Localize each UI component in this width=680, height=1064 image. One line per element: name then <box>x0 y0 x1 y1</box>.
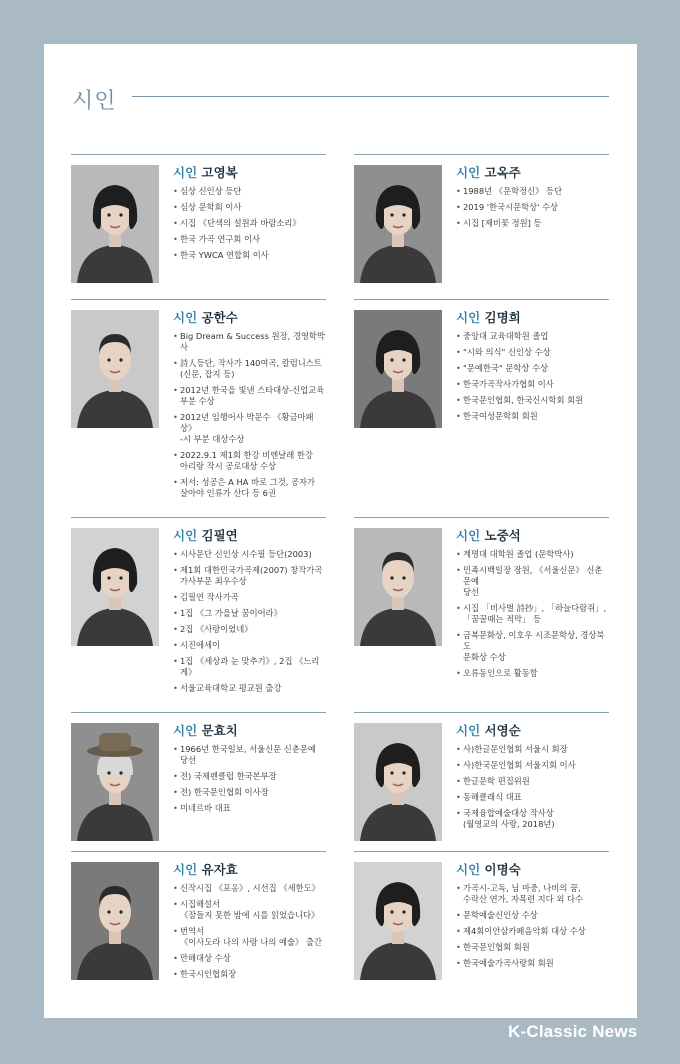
bio-item: • 심상 신인상 등단 <box>173 186 326 197</box>
bio-item: • 전) 국제펜클럽 한국본부장 <box>173 771 326 782</box>
bio-item: • 번역서 《이사도라 나의 사랑 나의 예술》 출간 <box>173 926 326 948</box>
bio-item: • 제1회 대한민국가곡제(2007) 창작가곡 가사부문 최우수상 <box>173 565 326 587</box>
poet-photo <box>354 862 442 980</box>
bio-item: • 한국가곡작사가협회 이사 <box>456 379 609 390</box>
poet-name <box>173 860 326 878</box>
poet-name <box>173 721 326 739</box>
poet-name-text: 고영복 <box>201 165 238 180</box>
portrait-woman-icon <box>354 723 442 841</box>
poet-card <box>71 154 326 260</box>
bio-item: • 문학예술신인상 수상 <box>456 910 609 921</box>
poet-photo <box>71 528 159 646</box>
poet-name-text: 서영순 <box>484 723 521 738</box>
bio-item: • 한국문인협회, 한국신시학회 회원 <box>456 395 609 406</box>
poet-title-prefix: 시인 <box>173 310 198 325</box>
poet-photo <box>354 528 442 646</box>
bio-item: • 1988년 《문학정신》 등단 <box>456 186 609 197</box>
bio-item: • 1집 《그 가을날 꿈이어라》 <box>173 608 326 619</box>
poet-bio-list <box>173 883 326 980</box>
poet-bio-list <box>173 331 326 499</box>
poet-bio-list <box>173 549 326 694</box>
poet-info <box>456 163 609 234</box>
poet-name <box>173 308 326 326</box>
portrait-woman-icon <box>71 165 159 283</box>
poet-title-prefix: 시인 <box>173 723 198 738</box>
portrait-man-icon <box>354 528 442 646</box>
section-divider <box>132 96 609 97</box>
bio-item: • 제4회이안삼카페음악회 대상 수상 <box>456 926 609 937</box>
poet-title-prefix: 시인 <box>173 862 198 877</box>
bio-item: • "시와 의식" 신인상 수상 <box>456 347 609 358</box>
bio-item: • 2019 '한국시문학상' 수상 <box>456 202 609 213</box>
poet-name-text: 문효치 <box>201 723 238 738</box>
bio-item: • 동해클래식 대표 <box>456 792 609 803</box>
poet-name <box>456 526 609 544</box>
bio-item: • 2집 《사랑이었네》 <box>173 624 326 635</box>
poet-name-text: 김필연 <box>201 528 238 543</box>
poet-info <box>173 721 326 819</box>
poet-name <box>456 308 609 326</box>
poet-name <box>173 526 326 544</box>
poet-name-text: 공한수 <box>201 310 238 325</box>
watermark-logo: K-Classic News <box>508 1022 638 1041</box>
poet-card <box>354 299 609 421</box>
bio-item: • 한국 YWCA 연합회 이사 <box>173 250 326 261</box>
poet-profile-sheet <box>44 44 637 1018</box>
poet-bio-list <box>456 331 609 422</box>
poet-bio-list <box>173 186 326 261</box>
bio-item: • 한국예술가곡사랑회 회원 <box>456 958 609 969</box>
poet-name <box>456 163 609 181</box>
bio-item: • 시진에세이 <box>173 640 326 651</box>
bio-item: • 신작시집 《포옹》, 시선집 《세한도》 <box>173 883 326 894</box>
poet-title-prefix: 시인 <box>173 528 198 543</box>
bio-item: • 시집 「비사벌 詩抄」, 「하늘다람쥐」, 「꿈꿀때는 적막」 등 <box>456 603 609 625</box>
poet-card <box>71 712 326 813</box>
poet-bio-list <box>456 883 609 969</box>
poet-name-text: 노중석 <box>484 528 521 543</box>
poet-card <box>354 517 609 678</box>
poet-card <box>71 299 326 498</box>
bio-item: • 2022.9.1 제1회 한강 비엔날레 한강 아리랑 작시 공로대상 수상 <box>173 450 326 472</box>
bio-item: • 계명대 대학원 졸업 (문학박사) <box>456 549 609 560</box>
poet-title-prefix: 시인 <box>173 165 198 180</box>
bio-item: • 1집 《세상과 눈 맞추기》, 2집 《느리게》 <box>173 656 326 678</box>
poet-name-text: 이명숙 <box>484 862 521 877</box>
portrait-woman-icon <box>354 862 442 980</box>
portrait-man-hat-icon <box>71 723 159 841</box>
section-title: 시인 <box>72 89 117 114</box>
bio-item: • 2012년 한국을 빛낸 스타대상-신업교육 부분 수상 <box>173 385 326 407</box>
bio-item: • 중앙대 교육대학원 졸업 <box>456 331 609 342</box>
bio-item: • 가곡시-고독, 님 마중, 나비의 꿈, 수락산 연가, 자목련 지다 외 다수 <box>456 883 609 905</box>
bio-item: • 심상 문학회 이사 <box>173 202 326 213</box>
poet-photo <box>71 165 159 283</box>
bio-item: • 국제융합예술대상 작사상 (월영교의 사랑, 2018년) <box>456 808 609 830</box>
bio-item: • 서울교육대학교 평교원 출강 <box>173 683 326 694</box>
bio-item: • 시집 [제비꽃 정원] 등 <box>456 218 609 229</box>
poet-name-text: 유자효 <box>201 862 238 877</box>
poet-info <box>456 860 609 974</box>
poet-bio-list <box>456 549 609 679</box>
poet-photo <box>354 723 442 841</box>
poet-title-prefix: 시인 <box>456 862 481 877</box>
poet-card <box>71 851 326 979</box>
bio-item: • 한국 가곡 연구회 이사 <box>173 234 326 245</box>
bio-item: • 만해대상 수상 <box>173 953 326 964</box>
portrait-woman-icon <box>354 310 442 428</box>
bio-item: • 사)한글문인협회 서울시 회장 <box>456 744 609 755</box>
bio-item: • 시집해설서 《잠들지 못한 밤에 시를 읽었습니다》 <box>173 899 326 921</box>
bio-item: • 한국문인협회 회원 <box>456 942 609 953</box>
poet-info <box>173 860 326 985</box>
bio-item: • 민족시백일장 장원, 《서울신문》 신춘문예 당선 <box>456 565 609 598</box>
bio-item: • 한국시인협회장 <box>173 969 326 980</box>
bio-item: • 금복문화상, 이호우 시조문학상, 경상북도 문화상 수상 <box>456 630 609 663</box>
portrait-man-icon <box>71 862 159 980</box>
bio-item: • 詩人등단, 작사가 140여곡, 칼럼니스트 (신문, 잡지 등) <box>173 358 326 380</box>
bio-item: • 한글문학 편집위원 <box>456 776 609 787</box>
poet-photo <box>71 310 159 428</box>
bio-item: • 전) 한국문인협회 이사장 <box>173 787 326 798</box>
bio-item: • 사)한국문인협회 서울지회 이사 <box>456 760 609 771</box>
poet-name-text: 고옥주 <box>484 165 521 180</box>
bio-item: • 시집 《단색의 설원과 바람소리》 <box>173 218 326 229</box>
poet-card <box>354 712 609 829</box>
bio-item: • 저서: 성공은 A HA 바로 그것, 공자가 살아야 인류가 산다 등 6권 <box>173 477 326 499</box>
poet-bio-list <box>456 744 609 830</box>
poet-card <box>354 851 609 968</box>
poet-title-prefix: 시인 <box>456 310 481 325</box>
poet-name <box>456 860 609 878</box>
poet-bio-list <box>456 186 609 229</box>
bio-item: • 2012년 임행어사 박문수 《황금마패 상》 -시 부분 대상수상 <box>173 412 326 445</box>
bio-item: • 김필연 작사가곡 <box>173 592 326 603</box>
portrait-man-icon <box>71 310 159 428</box>
poet-card <box>71 517 326 693</box>
bio-item: • "문예한국" 문학상 수상 <box>456 363 609 374</box>
poet-info <box>456 308 609 427</box>
poet-title-prefix: 시인 <box>456 528 481 543</box>
poet-info <box>173 163 326 266</box>
poet-title-prefix: 시인 <box>456 723 481 738</box>
poet-bio-list <box>173 744 326 814</box>
poet-info <box>456 526 609 684</box>
bio-item: • 오류동인으로 활동함 <box>456 668 609 679</box>
poet-photo <box>71 723 159 841</box>
portrait-woman-icon <box>354 165 442 283</box>
bio-item: • Big Dream & Success 원장, 경영학박사 <box>173 331 326 353</box>
poet-info <box>173 308 326 504</box>
poet-name-text: 김명희 <box>484 310 521 325</box>
poet-name <box>456 721 609 739</box>
poet-photo <box>354 310 442 428</box>
poet-name <box>173 163 326 181</box>
bio-item: • 1966년 한국일보, 서울신문 신춘문예 당선 <box>173 744 326 766</box>
poet-title-prefix: 시인 <box>456 165 481 180</box>
bio-item: • 한국여성문학회 회원 <box>456 411 609 422</box>
bio-item: • 시사문단 신인상 시수필 등단(2003) <box>173 549 326 560</box>
bio-item: • 미네르바 대표 <box>173 803 326 814</box>
poet-card <box>354 154 609 228</box>
portrait-woman-icon <box>71 528 159 646</box>
poet-photo <box>71 862 159 980</box>
poet-info <box>456 721 609 835</box>
poet-info <box>173 526 326 699</box>
poet-photo <box>354 165 442 283</box>
